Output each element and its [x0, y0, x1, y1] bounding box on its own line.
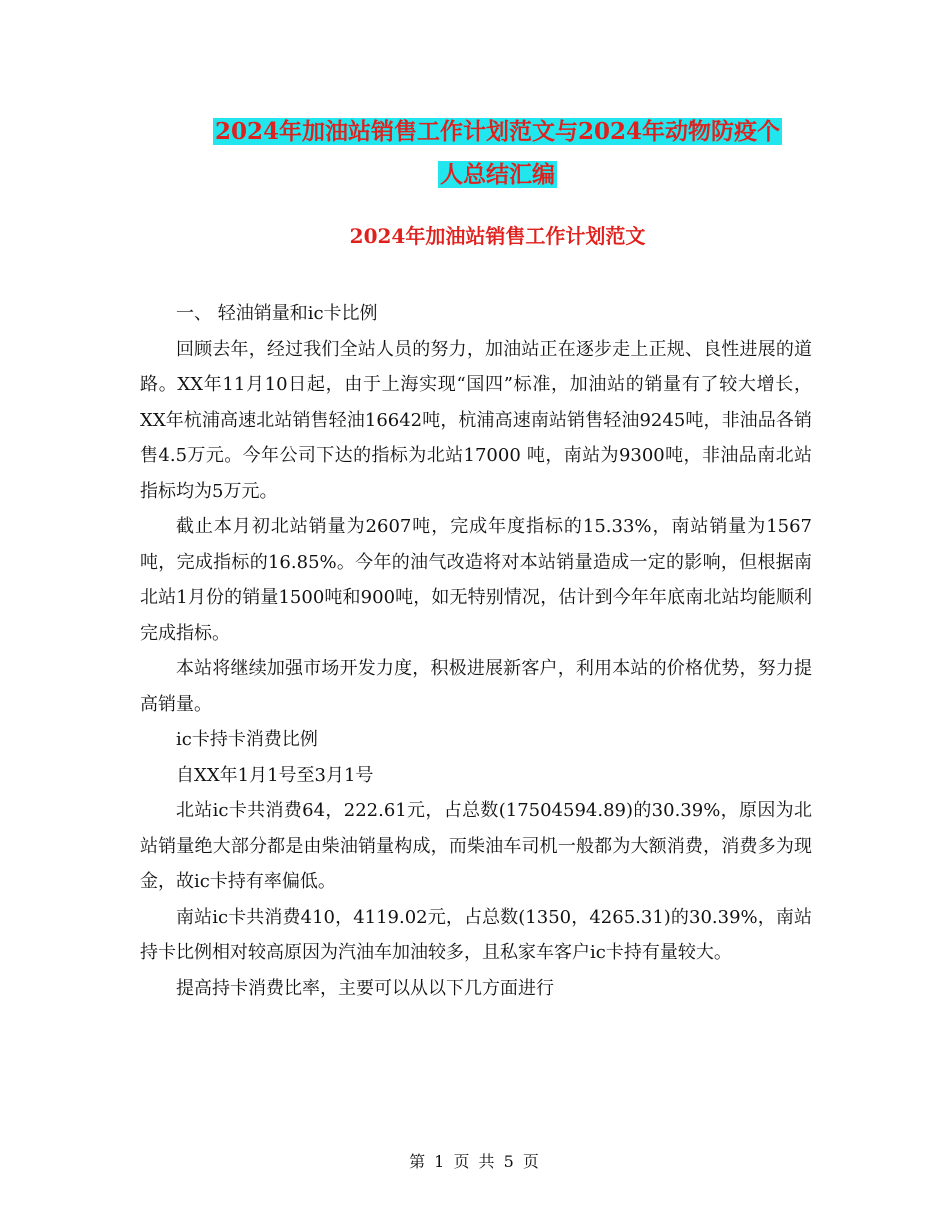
- document-title-line-2: [140, 155, 855, 195]
- title-highlight: 2024年加油站销售工作计划范文与2024年动物防疫个: [214, 118, 781, 145]
- section-title: 2024年加油站销售工作计划范文: [349, 224, 646, 248]
- title-highlight: 人总结汇编: [440, 161, 555, 188]
- page-footer: 第 1 页 共 5 页: [409, 1152, 541, 1171]
- section-heading: 一、 轻油销量和ic卡比例: [176, 303, 378, 324]
- paragraph: ic卡持卡消费比例: [176, 729, 318, 750]
- paragraph: 提高持卡消费比率，主要可以从以下几方面进行: [176, 977, 554, 999]
- paragraph: 回顾去年，经过我们全站人员的努力，加油站正在逐步走上正规、良性进展的道路。XX年11月10日起，由于上海实现“国四”标准，加油站的销量有了较大增长，XX年杭浦高速北站销售轻油16642吨，杭浦高速南站销售轻油9245吨，非油品各销售4.5万元。今年公司下达的指标为北站17000 吨，南站为9300吨，非油品南北站指标均为5万元。: [140, 338, 812, 502]
- paragraph: 本站将继续加强市场开发力度，积极进展新客户，利用本站的价格优势，努力提高销量。: [140, 658, 812, 715]
- document-title-line-1: [140, 112, 855, 152]
- paragraph: 截止本月初北站销量为2607吨，完成年度指标的15.33%，南站销量为1567吨，完成指标的16.85%。今年的油气改造将对本站销量造成一定的影响，但根据南北站1月份的销量1500吨和900吨，如无特别情况，估计到今年年底南北站均能顺利完成指标。: [140, 516, 812, 644]
- paragraph: 南站ic卡共消费410，4119.02元，占总数(1350，4265.31)的30.39%，南站持卡比例相对较高原因为汽油车加油较多，且私家车客户ic卡持有量较大。: [140, 906, 812, 963]
- paragraph: 自XX年1月1号至3月1号: [176, 764, 374, 786]
- document-body: [140, 296, 812, 1006]
- paragraph: 北站ic卡共消费64，222.61元，占总数(17504594.89)的30.39%，原因为北站销量绝大部分都是由柴油销量构成，而柴油车司机一般都为大额消费，消费多为现金，故ic卡持有率偏低。: [140, 800, 812, 892]
